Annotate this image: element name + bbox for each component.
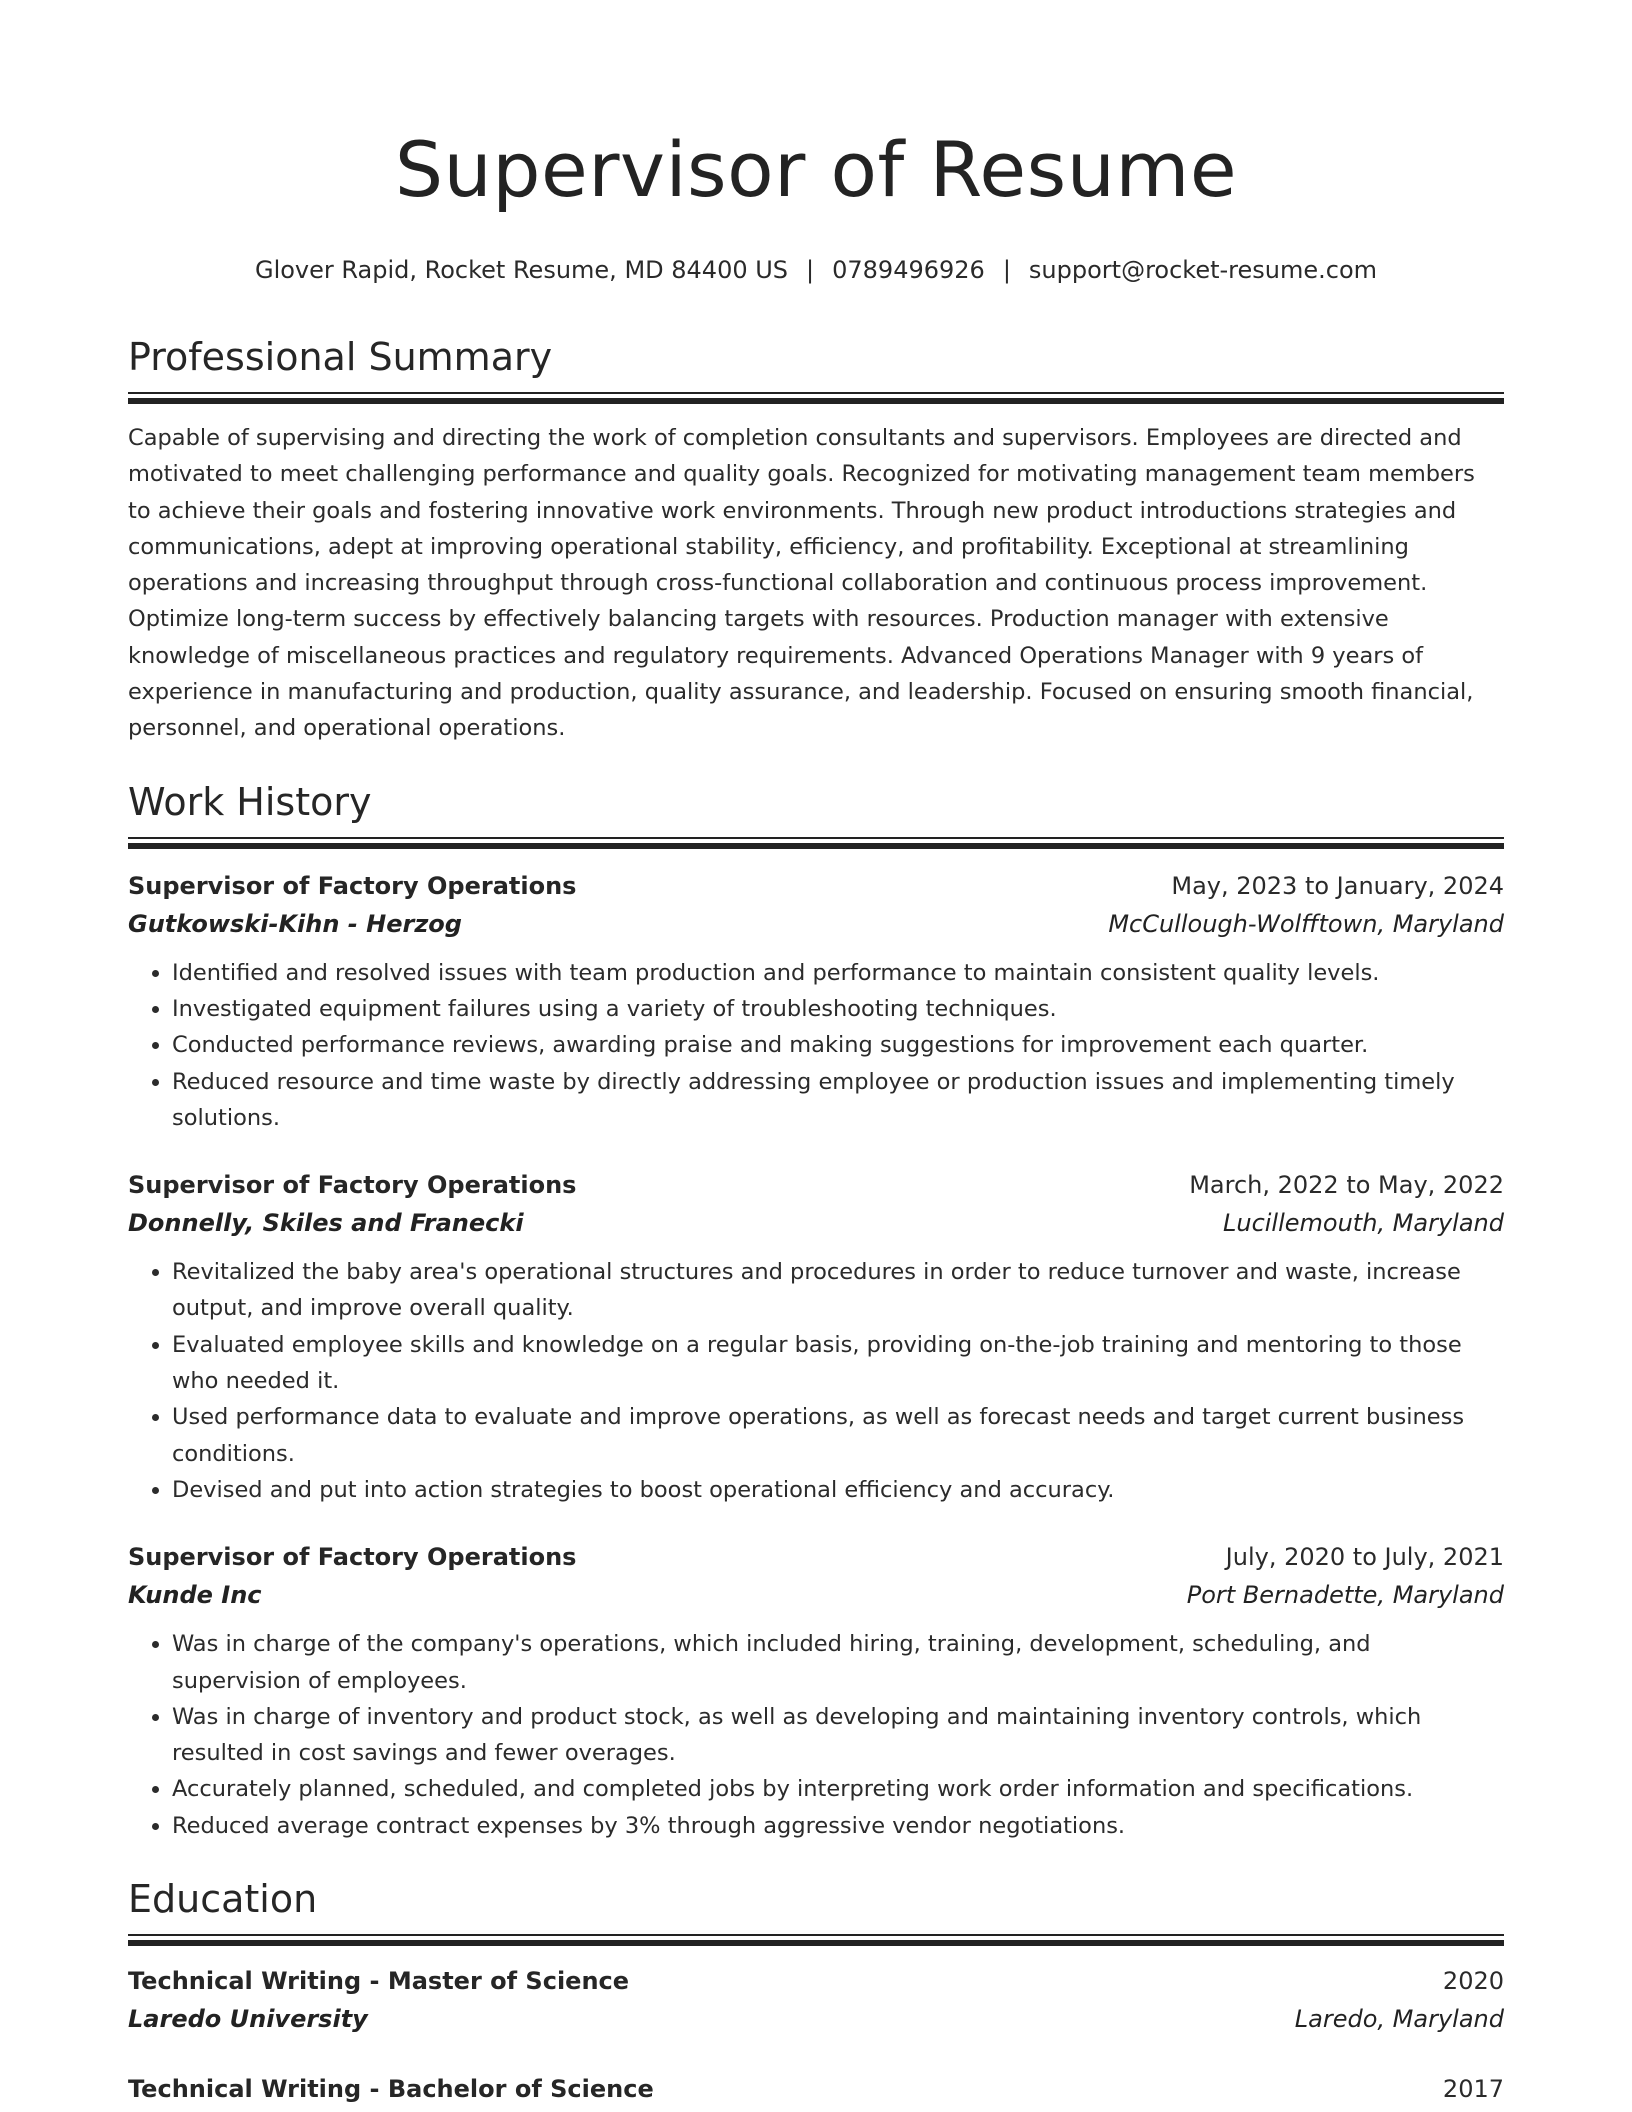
job-title: Supervisor of Factory Operations	[128, 1171, 577, 1200]
job-bullet: • Devised and put into action strategies to boost operational efficiency and accuracy.	[172, 1472, 1504, 1508]
job-location: Lucillemouth, Maryland	[1222, 1209, 1504, 1238]
education-degree: Technical Writing - Master of Science	[128, 1967, 630, 1996]
work-history-section	[128, 777, 1504, 1844]
section-title-education: Education	[128, 1877, 318, 1922]
job-bullets	[128, 1254, 1504, 1508]
education-year: 2020	[1442, 1967, 1504, 1996]
job-bullet: • Used performance data to evaluate and improve operations, as well as forecast needs and target current business conditions.	[172, 1399, 1504, 1472]
education-degree: Technical Writing - Bachelor of Science	[128, 2075, 654, 2104]
section-title-work-history: Work History	[128, 779, 372, 824]
job-bullet: • Investigated equipment failures using a variety of troubleshooting techniques.	[172, 991, 1504, 1027]
contact-line	[128, 254, 1504, 286]
job-bullet: • Conducted performance reviews, awarding praise and making suggestions for improvement each quarter.	[172, 1027, 1504, 1063]
job-bullet: • Accurately planned, scheduled, and completed jobs by interpreting work order information and specifications.	[172, 1771, 1504, 1807]
job-header	[128, 867, 1504, 905]
education-year: 2017	[1442, 2075, 1504, 2104]
education-entry	[128, 1962, 1504, 2038]
job-dates: May, 2023 to January, 2024	[1171, 871, 1504, 900]
job-entry	[128, 1166, 1504, 1508]
job-bullets	[128, 955, 1504, 1136]
education-entry	[128, 2070, 1504, 2108]
contact-separator: |	[1002, 256, 1011, 284]
job-bullet: • Was in charge of inventory and product stock, as well as developing and maintaining inventory controls, which resulted in cost savings and fewer overages.	[172, 1699, 1504, 1772]
job-location: Port Bernadette, Maryland	[1186, 1581, 1504, 1610]
education-school: Laredo University	[128, 2005, 368, 2034]
job-bullet: • Identified and resolved issues with team production and performance to maintain consistent quality levels.	[172, 955, 1504, 991]
education-location: Laredo, Maryland	[1294, 2005, 1504, 2034]
job-subheader	[128, 1576, 1504, 1614]
contact-separator: |	[806, 256, 815, 284]
section-divider	[128, 392, 1504, 404]
job-entry	[128, 1538, 1504, 1844]
job-title: Supervisor of Factory Operations	[128, 1543, 577, 1572]
summary-section	[128, 332, 1504, 747]
job-header	[128, 1166, 1504, 1204]
contact-phone: 0789496926	[832, 256, 985, 284]
job-company: Gutkowski-Kihn - Herzog	[128, 909, 462, 938]
section-divider	[128, 1934, 1504, 1946]
contact-address: Glover Rapid, Rocket Resume, MD 84400 US	[254, 256, 789, 284]
job-bullet: • Reduced resource and time waste by directly addressing employee or production issues and implementing timely solutions.	[172, 1064, 1504, 1137]
job-header	[128, 1538, 1504, 1576]
job-dates: March, 2022 to May, 2022	[1189, 1171, 1504, 1200]
job-bullet: • Evaluated employee skills and knowledge on a regular basis, providing on-the-job training and mentoring to those who needed it.	[172, 1327, 1504, 1400]
job-bullet: • Was in charge of the company's operations, which included hiring, training, development, scheduling, and supervision of employees.	[172, 1626, 1504, 1699]
job-location: McCullough-Wolfftown, Maryland	[1108, 909, 1504, 938]
job-company: Kunde Inc	[128, 1581, 262, 1610]
job-bullet: • Revitalized the baby area's operational structures and procedures in order to reduce turnover and waste, increase output, and improve overall quality.	[172, 1254, 1504, 1327]
section-divider	[128, 837, 1504, 849]
job-dates: July, 2020 to July, 2021	[1225, 1543, 1504, 1572]
job-subheader	[128, 1204, 1504, 1242]
education-section	[128, 1874, 1504, 2108]
education-header	[128, 2070, 1504, 2108]
education-subheader	[128, 2000, 1504, 2038]
job-subheader	[128, 905, 1504, 943]
summary-text: Capable of supervising and directing the work of completion consultants and supervisors. Employees are directed and motivated to meet challenging performance and quality goals. Recognized for motivating management team members to achieve their goals and fostering innovative work environments. Through new product introductions strategies and communications, adept at improving operational stability, efficiency, and profitability. Exceptional at streamlining operations and increasing throughput through cross-functional collaboration and continuous process improvement. Optimize long-term success by effectively balancing targets with resources. Production manager with extensive knowledge of miscellaneous practices and regulatory requirements. Advanced Operations Manager with 9 years of experience in manufacturing and production, quality assurance, and leadership. Focused on ensuring smooth financial, personnel, and operational operations.	[128, 425, 1475, 742]
education-header	[128, 1962, 1504, 2000]
resume-name: Supervisor of Resume	[394, 125, 1238, 214]
job-bullet: • Reduced average contract expenses by 3% through aggressive vendor negotiations.	[172, 1808, 1504, 1844]
section-title-summary: Professional Summary	[128, 335, 553, 379]
job-company: Donnelly, Skiles and Franecki	[128, 1209, 524, 1238]
contact-email: support@rocket-resume.com	[1028, 256, 1378, 284]
job-entry	[128, 867, 1504, 1136]
job-title: Supervisor of Factory Operations	[128, 871, 577, 900]
job-bullets	[128, 1626, 1504, 1844]
